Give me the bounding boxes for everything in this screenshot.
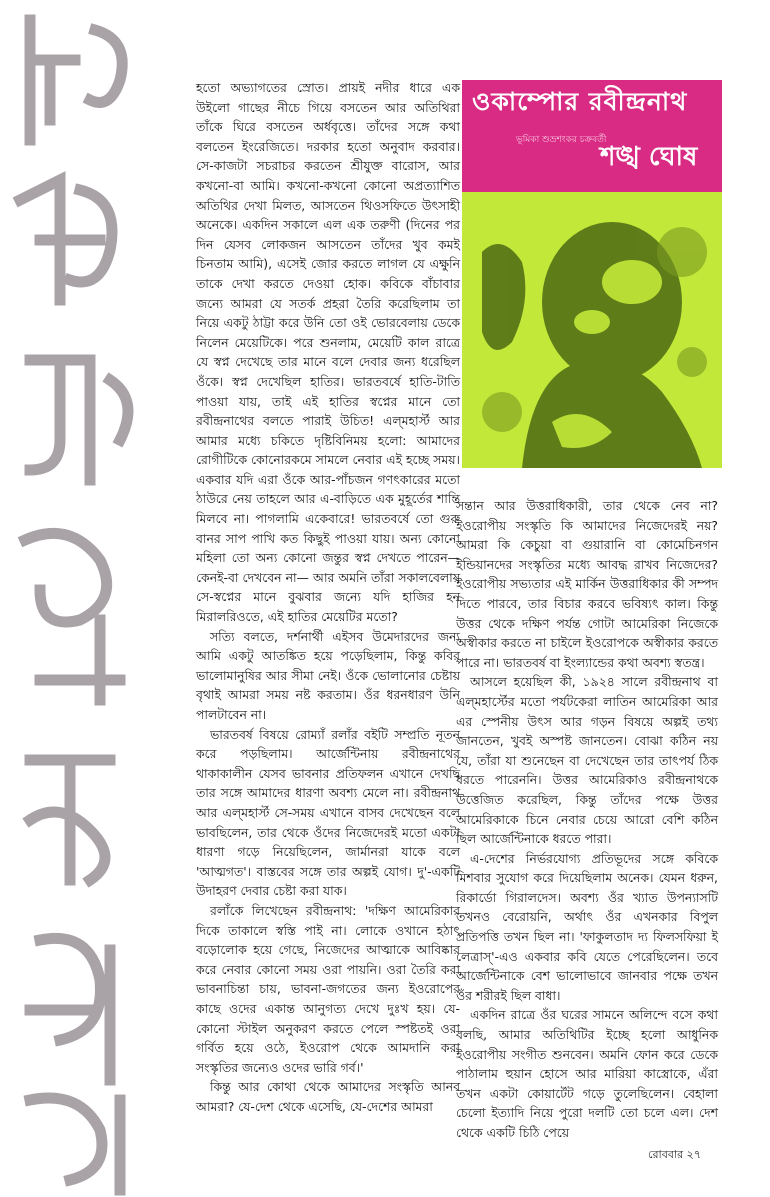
paragraph: আসলে হয়েছিল কী, ১৯২৪ সালে রবীন্দ্রনাথ বা এল্‌মহার্স্টের মতো পর্যটকেরা লাতিন আমেরিকা আর এর স্পেনীয় উৎস আর গড়ন বিষয়ে অল্পই তথ্য জানতেন, খুবই অস্পষ্ট জানতেন। বোঝা কঠিন নয় যে, তাঁরা যা শুনেছেন বা দেখেছেন তার তাৎপর্য ঠিক ধরতে পারেননি। উত্তর আমেরিকাও রবীন্দ্রনাথকে উত্তেজিত করেছিল, কিন্তু তাঁদের পক্ষে উত্তর আমেরিকাকে চিনে নেবার চেয়ে আরো বেশি কঠিন ছিল আর্জেন্টিনাকে ধরতে পারা। [456, 674, 718, 847]
handwritten-title-art [0, 0, 160, 1197]
side-calligraphy [0, 0, 160, 1197]
book-subtitle: ভূমিকা শুভ্রশংকর চক্রবর্তী [516, 135, 607, 145]
paragraph: হতো অভ্যাগতের স্রোত। প্রায়ই নদীর ধারে এক উইলো গাছের নীচে গিয়ে বসতেন আর অতিথিরা তাঁকে ঘিরে বসতেন অর্ধবৃত্তে। তাঁদের সঙ্গে কথা বলতেন ইংরেজিতে। দরকার হতো অনুবাদ করবার। সে-কাজটা সচরাচর করতেন শ্রীযুক্ত বারোস, আর কখনো-বা আমি। কখনো-কখনো কোনো অপ্রত্যাশিত অতিথির দেখা মিলত, আসতেন থিওসফিতে উৎসাহী অনেকে। একদিন সকালে এল এক তরুণী (দিনের পর দিন যেসব লোকজন আসতেন তাঁদের খুব কমই চিনতাম আমি), এসেই জোর করতে লাগল যে এক্ষুনি তাকে দেখা করতে দেওয়া হোক। কবিকে বাঁচাবার জন্যে আমরা যে সতর্ক প্রহরা তৈরি করেছিলাম তা নিয়ে একটু ঠাট্টা করে উনি তো ওই ভোরবেলায় ডেকে নিলেন মেয়েটিকে। পরে শুনলাম, মেয়েটি কাল রাত্রে যে স্বপ্ন দেখেছে তার মানে বলে দেবার জন্য ধরেছিল ওঁকে। স্বপ্ন দেখেছিল হাতির। ভারতবর্ষে হাতি-টাতি পাওয়া যায়, তাই এই হাতির স্বপ্নের মানে তো রবীন্দ্রনাথের বলতে পারাই উচিত! এল্‌মহার্স্ট আর আমার মধ্যে চকিতে দৃষ্টিবিনিময় হলো: আমাদের রোগীটিকে কোনোরকমে সামলে নেবার এই হচ্ছে সময়। একবার যদি এরা ওঁকে আর-পাঁচজন গণৎকারের মতো ঠাউরে নেয় তাহলে আর এ-বাড়িতে এক মুহূর্তের শান্তি মিলবে না। পাগলামি একেবারে! ভারতবর্ষে তো গুরু বানর সাপ পাখি কত কিছুই পাওয়া যায়। অন্য কোনো মহিলা তো অন্য কোনো জন্তুর স্বপ্ন দেখতে পারেন— কেনই-বা দেখবেন না— আর অমনি তাঁরা সকালবেলায় সে-স্বপ্নের মানে বুঝবার জন্যে যদি হাজির হন মিরালরিওতে, এই হাতির মেয়েটির মতো? [196, 80, 460, 625]
page-footer: রোববার ২৭ [648, 1148, 701, 1161]
paragraph: রলাঁকে লিখেছেন রবীন্দ্রনাথ: 'দক্ষিণ আমেরিকার দিকে তাকালে স্বস্তি পাই না। লোকে ওখানে হঠাৎ বড়োলোক হয়ে গেছে, নিজেদের আত্মাকে আবিষ্কার করে নেবার কোনো সময় ওরা পায়নি। ওরা তৈরি করা ভাবনাচিন্তা চায়, ভাবনা-জগতের জন্য ইওরোপের কাছে ওদের একান্ত আনুগত্য দেখে দুঃখ হয়। যে-কোনো স্টাইল অনুকরণ করতে পেলে স্পষ্টতই ওরা গর্বিত হয়ে ওঠে, ইওরোপ থেকে আমদানি করা সংস্কৃতির জন্যেও ওদের ভারি গর্ব।' [196, 902, 460, 1075]
paragraph: কিন্তু আর কোথা থেকে আমাদের সংস্কৃতি আনব আমরা? যে-দেশ থেকে এসেছি, যে-দেশের আমরা [196, 1079, 460, 1114]
paragraph: সত্যি বলতে, দর্শনার্থী এইসব উমেদারদের জন্য আমি একটু আতঙ্কিত হয়ে পড়েছিলাম, কিন্তু কবির ভালোমানুষির আর সীমা নেই। ওঁকে ভোলানোর চেষ্টায় বৃথাই আমরা সময় নষ্ট করতাম। ওঁর ধরনধারণ উনি পালটাবেন না। [196, 628, 460, 722]
paragraph: এ-দেশের নির্ভরযোগ্য প্রতিভূদের সঙ্গে কবিকে মিশবার সুযোগ করে দিয়েছিলাম অনেক। যেমন ধরুন, রিকার্ডো গিরালদেস। অবশ্য ওঁর খ্যাত উপন্যাসটি তখনও বেরোয়নি, অর্থাৎ ওঁর এখনকার বিপুল প্রতিপত্তি তখন ছিল না। 'ফাকুলতাদ দ্য ফিলসফিয়া ই লেত্রাস্'-এও একবার কবি যেতে পেরেছিলেন। তবে আর্জেন্টিনাকে বেশ ভালোভাবে জানবার পক্ষে তখন ওঁর শরীরই ছিল বাধা। [456, 850, 718, 1003]
article-column-left [196, 78, 460, 1116]
paragraph: সন্তান আর উত্তরাধিকারী, তার থেকে নেব না? ইওরোপীয় সংস্কৃতি কি আমাদের নিজেদেরই নয়? আমরা কি কেচুয়া বা গুয়ারানি বা কোমেচিনগন ইন্ডিয়ানদের সংস্কৃতির মধ্যে আবদ্ধ রাখব নিজেদের? ইওরোপীয় সভ্যতার এই মার্কিন উত্তরাধিকার কী সম্পদ দিতে পারবে, তার বিচার করবে ভবিষ্যৎ কাল। কিন্তু উত্তর থেকে দক্ষিণ পর্যন্ত গোটা আমেরিকা নিজেকে অস্বীকার করতে না চাইলে ইওরোপকে অস্বীকার করতে পারে না। ভারতবর্ষ বা ইংল্যান্ডের কথা অবশ্য স্বতন্ত্র। [456, 498, 718, 670]
paragraph: ভারতবর্ষ বিষয়ে রোম্যাঁ রলাঁর বইটি সম্প্রতি নূতন করে পড়ছিলাম। আর্জেন্টিনায় রবীন্দ্রনাথের থাকাকালীন যেসব ভাবনার প্রতিফলন এখানে দেখছি তার সঙ্গে আমাদের ধারণা অবশ্য মেলে না। রবীন্দ্রনাথ আর এল্‌মহার্স্ট সে-সময় এখানে বাসব দেখেছেন বলে ভাবছিলেন, তার থেকে ওঁদের নিজেদেরই মতো একটা ধারণা গড়ে নিয়েছিলেন, জার্মানরা যাকে বলে 'আত্মগত'। বাস্তবের সঙ্গে তার অল্পই যোগ। দু'-একটি উদাহরণ দেবার চেষ্টা করা যাক। [196, 726, 460, 899]
portrait-photo [462, 192, 722, 468]
book-title: ওকাম্পোর রবীন্দ্রনাথ [472, 87, 688, 116]
paragraph: একদিন রাত্রে ওঁর ঘরের সামনে অলিন্দে বসে কথা বলছি, আমার অতিথিটির ইচ্ছে হলো আধুনিক ইওরোপীয় সংগীত শুনবেন। অমনি ফোন করে ডেকে পাঠালাম হুয়ান হোসে আর মারিয়া কাস্ত্রোকে, এঁরা তখন একটা কোয়ার্টেট গড়ে তুলেছিলেন। বেহালা চেলো ইত্যাদি নিয়ে পুরো দলটি তো চলে এল। দেশ থেকে একটি চিঠি পেয়ে [456, 1007, 718, 1140]
book-author: শঙ্খ ঘোষ [600, 142, 698, 172]
article-column-right [456, 496, 718, 1143]
book-cover-image [462, 80, 722, 468]
book-cover-header [462, 80, 722, 192]
